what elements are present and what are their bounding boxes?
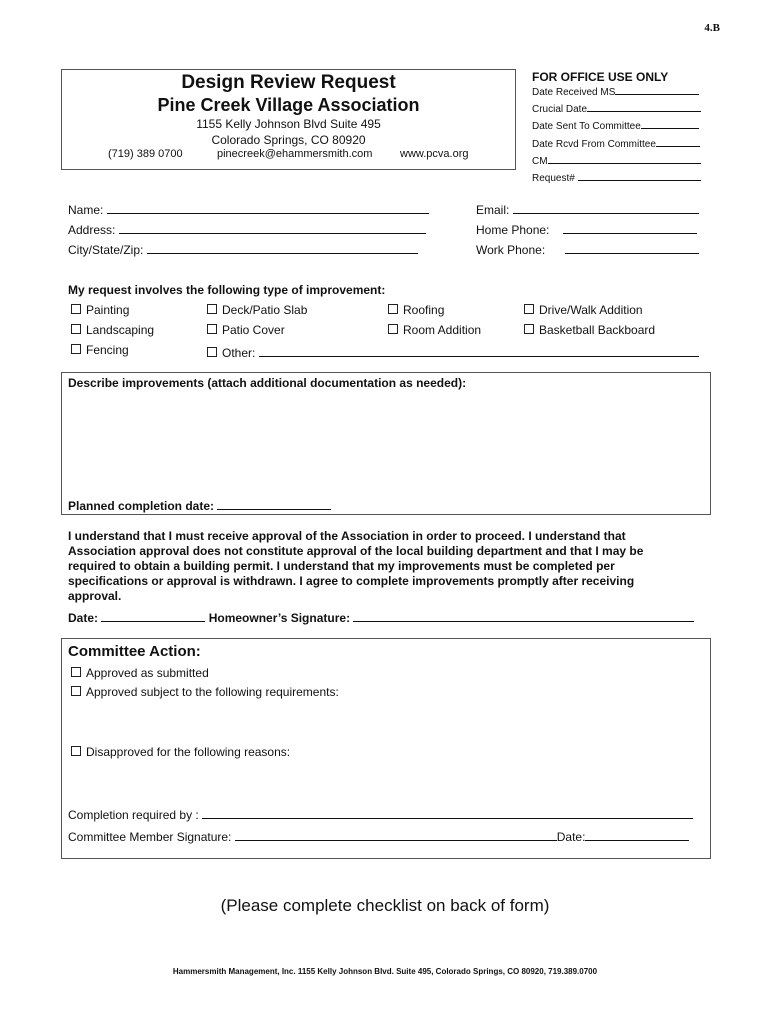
name-field xyxy=(68,200,429,217)
office-field-cm xyxy=(532,154,701,167)
email-input[interactable] xyxy=(513,200,699,214)
office-field-label: Date Rcvd From Committee xyxy=(532,139,656,150)
checkbox-icon[interactable] xyxy=(71,667,81,677)
name-label: Name: xyxy=(68,203,104,217)
option-label: Landscaping xyxy=(86,323,155,337)
city-field xyxy=(68,240,418,257)
option-patio-cover[interactable] xyxy=(207,323,285,337)
committee-signature-input[interactable] xyxy=(235,827,557,841)
header-box xyxy=(61,69,516,170)
option-label: Approved as submitted xyxy=(86,666,209,680)
form-title: Design Review Request xyxy=(181,72,396,93)
address-label: Address: xyxy=(68,223,116,237)
option-label: Room Addition xyxy=(403,323,482,337)
office-field-label: Date Sent To Committee xyxy=(532,121,641,132)
checkbox-icon[interactable] xyxy=(524,324,534,334)
office-field-line[interactable] xyxy=(615,85,699,95)
option-label: Fencing xyxy=(86,343,129,357)
agreement-text: I understand that I must receive approval of the Association in order to proceed. I understand that Association approval does not constitute approval of the local building department and that I may be required to obtain a building permit. I understand that my improvements must be completed per specifications or approval is withdrawn. I agree to complete improvements promptly after receiving approval. xyxy=(68,529,644,603)
office-field-line[interactable] xyxy=(548,154,701,164)
option-label: Deck/Patio Slab xyxy=(222,303,308,317)
checkbox-icon[interactable] xyxy=(207,324,217,334)
committee-approved-subject[interactable] xyxy=(71,685,339,699)
checkbox-icon[interactable] xyxy=(71,344,81,354)
address-input[interactable] xyxy=(119,220,426,234)
committee-signature-row xyxy=(68,827,689,844)
city-label: City/State/Zip: xyxy=(68,243,144,257)
option-label: Roofing xyxy=(403,303,445,317)
city-input[interactable] xyxy=(147,240,418,254)
email-field xyxy=(476,200,699,217)
org-email: pinecreek@ehammersmith.com xyxy=(217,148,373,160)
checkbox-icon[interactable] xyxy=(71,324,81,334)
office-field-label: Date Received MS xyxy=(532,87,616,98)
planned-label: Planned completion date: xyxy=(68,499,215,513)
option-roofing[interactable] xyxy=(388,303,444,317)
homeowner-signature-input[interactable] xyxy=(353,608,694,622)
office-field-date-sent xyxy=(532,119,699,132)
office-field-line[interactable] xyxy=(641,119,699,129)
checkbox-icon[interactable] xyxy=(71,686,81,696)
homeowner-signature-label: Homeowner’s Signature: xyxy=(208,611,351,625)
checkbox-icon[interactable] xyxy=(207,304,217,314)
committee-box xyxy=(61,638,711,859)
completion-label: Completion required by : xyxy=(68,808,199,822)
checkbox-icon[interactable] xyxy=(207,347,217,357)
committee-date-label: Date: xyxy=(556,830,586,844)
option-deck-patio[interactable] xyxy=(207,303,307,317)
office-field-label: Crucial Date xyxy=(532,104,588,115)
checkbox-icon[interactable] xyxy=(71,304,81,314)
committee-signature-label: Committee Member Signature: xyxy=(68,830,232,844)
option-label: Other: xyxy=(222,346,256,360)
checkbox-icon[interactable] xyxy=(524,304,534,314)
org-website: www.pcva.org xyxy=(400,148,469,160)
address-field xyxy=(68,220,426,237)
checkbox-icon[interactable] xyxy=(71,746,81,756)
committee-heading: Committee Action: xyxy=(68,643,201,660)
describe-heading: Describe improvements (attach additional documentation as needed): xyxy=(68,376,467,390)
option-other[interactable] xyxy=(207,343,699,360)
committee-date-input[interactable] xyxy=(585,827,689,841)
planned-completion xyxy=(68,496,331,513)
org-name: Pine Creek Village Association xyxy=(157,95,420,115)
option-drive-walk[interactable] xyxy=(524,303,643,317)
office-field-line[interactable] xyxy=(656,137,700,147)
home-phone-input[interactable] xyxy=(563,220,697,234)
work-phone-label: Work Phone: xyxy=(476,243,546,257)
option-label: Drive/Walk Addition xyxy=(539,303,643,317)
work-phone-field xyxy=(476,240,699,257)
option-label: Patio Cover xyxy=(222,323,285,337)
page-number: 4.B xyxy=(704,22,720,34)
checklist-note: (Please complete checklist on back of form) xyxy=(220,896,550,915)
office-field-crucial-date xyxy=(532,102,701,115)
committee-approved[interactable] xyxy=(71,666,209,680)
completion-input[interactable] xyxy=(202,805,693,819)
completion-required xyxy=(68,805,693,822)
option-label: Basketball Backboard xyxy=(539,323,656,337)
option-label: Painting xyxy=(86,303,130,317)
improvement-heading: My request involves the following type of improvement: xyxy=(68,283,386,297)
option-basketball[interactable] xyxy=(524,323,655,337)
email-label: Email: xyxy=(476,203,510,217)
other-input[interactable] xyxy=(259,343,699,357)
office-field-label: CM xyxy=(532,156,548,167)
footer-text: Hammersmith Management, Inc. 1155 Kelly Johnson Blvd. Suite 495, Colorado Springs, CO 80920, 719.389.0700 xyxy=(172,967,598,976)
describe-box[interactable] xyxy=(61,372,711,515)
office-field-line[interactable] xyxy=(578,171,701,181)
office-field-date-received xyxy=(532,85,699,98)
agreement-sign-row xyxy=(68,608,694,625)
home-phone-field xyxy=(476,220,697,237)
office-field-date-rcvd xyxy=(532,137,700,150)
work-phone-input[interactable] xyxy=(565,240,699,254)
home-phone-label: Home Phone: xyxy=(476,223,550,237)
option-label: Approved subject to the following requirements: xyxy=(86,685,339,699)
committee-disapproved[interactable] xyxy=(71,745,290,759)
org-address-1: 1155 Kelly Johnson Blvd Suite 495 xyxy=(196,117,381,131)
name-input[interactable] xyxy=(107,200,429,214)
office-field-request xyxy=(532,171,701,184)
option-fencing[interactable] xyxy=(71,343,129,357)
option-painting[interactable] xyxy=(71,303,129,317)
org-address-2: Colorado Springs, CO 80920 xyxy=(211,133,366,147)
office-field-line[interactable] xyxy=(587,102,701,112)
agreement-date-label: Date: xyxy=(68,611,99,625)
planned-input[interactable] xyxy=(217,496,331,510)
checkbox-icon[interactable] xyxy=(388,304,398,314)
office-use-title: FOR OFFICE USE ONLY xyxy=(532,70,669,84)
checkbox-icon[interactable] xyxy=(388,324,398,334)
agreement-date-input[interactable] xyxy=(101,608,205,622)
option-label: Disapproved for the following reasons: xyxy=(86,745,291,759)
option-room-addition[interactable] xyxy=(388,323,481,337)
org-phone: (719) 389 0700 xyxy=(108,148,183,160)
option-landscaping[interactable] xyxy=(71,323,154,337)
office-field-label: Request# xyxy=(532,173,575,184)
